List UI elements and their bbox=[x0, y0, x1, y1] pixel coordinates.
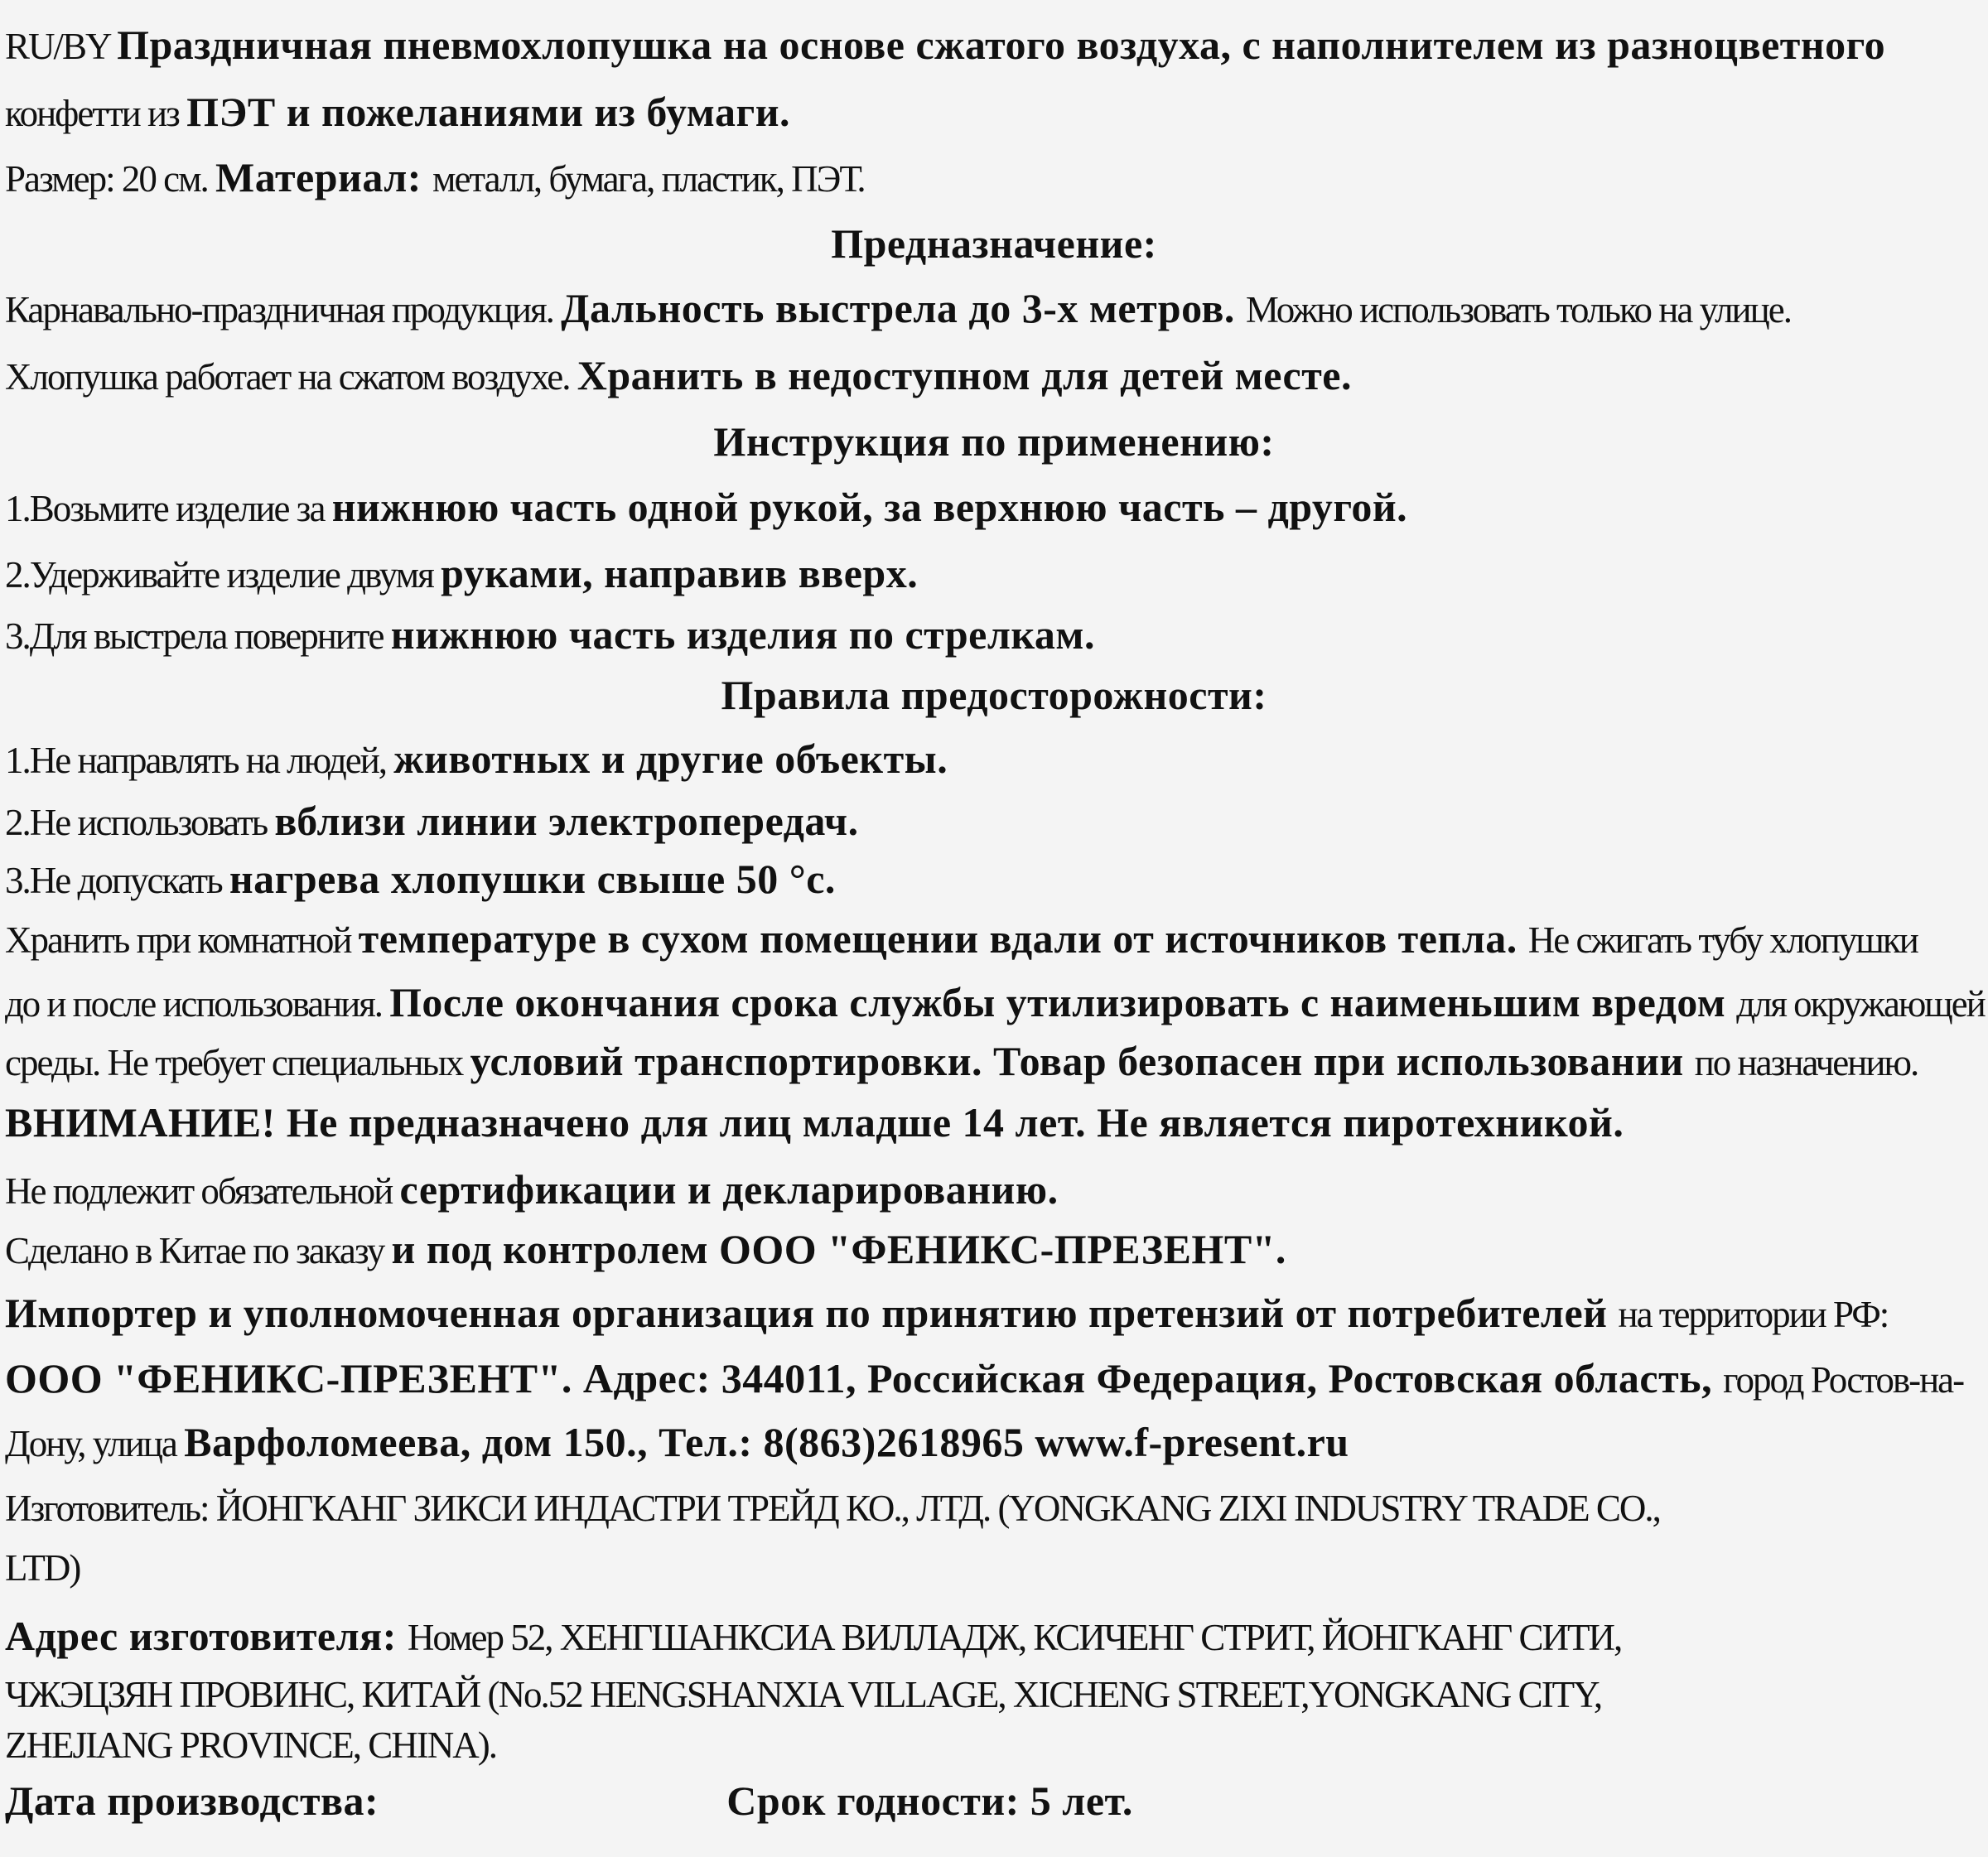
bold-text: Дальность выстрела до 3-х метров. bbox=[561, 285, 1246, 331]
text-line bbox=[5, 346, 1352, 406]
regular-text: 1.Не направлять на людей, bbox=[5, 740, 394, 781]
text-line bbox=[5, 792, 859, 851]
bold-text: Праздничная пневмохлопушка на основе сжатого воздуха, с наполнителем из разноцветного bbox=[117, 22, 1886, 68]
regular-text: Карнавально-праздничная продукция. bbox=[5, 289, 562, 330]
text-line bbox=[5, 973, 1985, 1033]
bold-text: Инструкция по применению: bbox=[713, 418, 1275, 465]
bold-text: руками, направив вверх. bbox=[441, 550, 919, 596]
bold-text: Срок годности: 5 лет. bbox=[726, 1777, 1133, 1824]
regular-text: Не сжигать тубу хлопушки bbox=[1527, 919, 1918, 961]
text-line bbox=[5, 83, 790, 142]
text-line bbox=[5, 1284, 1888, 1343]
text-line bbox=[5, 909, 1918, 969]
regular-text: 2.Не использовать bbox=[5, 802, 275, 843]
text-line bbox=[5, 1413, 1349, 1473]
bold-text: нагрева хлопушки свыше 50 °с. bbox=[229, 856, 836, 902]
text-line bbox=[5, 1349, 1963, 1409]
bold-text: Материал: bbox=[215, 154, 432, 200]
bold-text: ПЭТ и пожеланиями из бумаги. bbox=[186, 89, 791, 135]
bold-text: нижнюю часть изделия по стрелкам. bbox=[390, 611, 1095, 658]
regular-text: город Ростов-на- bbox=[1723, 1359, 1964, 1401]
bold-text: нижнюю часть одной рукой, за верхнюю часть – другой. bbox=[331, 484, 1408, 530]
bold-text: ВНИМАНИЕ! Не предназначено для лиц младше 14 лет. Не является пиротехникой. bbox=[5, 1099, 1624, 1146]
text-line bbox=[5, 605, 1095, 665]
bold-text: Импортер и уполномоченная организация по принятию претензий от потребителей bbox=[5, 1290, 1619, 1336]
text-line bbox=[5, 1715, 496, 1774]
regular-text: Дону, улица bbox=[5, 1423, 185, 1464]
bold-text: Варфоломеева, дом 150., Тел.: 8(863)2618965 www.f-present.ru bbox=[184, 1419, 1349, 1465]
regular-text: Номер 52, ХЕНГШАНКСИА ВИЛЛАДЖ, КСИЧЕНГ СТРИТ, ЙОНГКАНГ СИТИ, bbox=[407, 1617, 1622, 1658]
text-line bbox=[5, 850, 836, 909]
section-heading bbox=[0, 666, 1988, 724]
regular-text: Сделано в Китае по заказу bbox=[5, 1230, 392, 1271]
bold-text: вблизи линии электропередач. bbox=[274, 798, 859, 844]
bold-text: Адрес изготовителя: bbox=[5, 1613, 408, 1659]
section-heading bbox=[0, 215, 1988, 273]
regular-text: ZHEJIANG PROVINCE, CHINA). bbox=[5, 1724, 496, 1766]
regular-text: металл, бумага, пластик, ПЭТ. bbox=[432, 158, 865, 200]
regular-text: Можно использовать только на улице. bbox=[1245, 289, 1791, 330]
regular-text: 1.Возьмите изделие за bbox=[5, 488, 332, 529]
text-line bbox=[5, 1537, 80, 1597]
regular-text: до и после использования. bbox=[5, 983, 390, 1025]
regular-text: Хлопушка работает на сжатом воздухе. bbox=[5, 356, 577, 398]
text-line bbox=[5, 1093, 1624, 1151]
regular-text: по назначению. bbox=[1694, 1042, 1918, 1083]
bold-text: и под контролем ООО "ФЕНИКС-ПРЕЗЕНТ". bbox=[391, 1226, 1286, 1272]
bold-text: животных и другие объекты. bbox=[393, 736, 948, 782]
regular-text: 2.Удерживайте изделие двумя bbox=[5, 554, 442, 596]
bold-text: ООО "ФЕНИКС-ПРЕЗЕНТ". Адрес: 344011, Российская Федерация, Ростовская область, bbox=[5, 1355, 1724, 1401]
regular-text: Изготовитель: ЙОНГКАНГ ЗИКСИ ИНДАСТРИ ТРЕЙД КО., ЛТД. (YONGKANG ZIXI INDUSTRY TRADE CO., bbox=[5, 1488, 1660, 1529]
text-line bbox=[5, 1772, 1133, 1830]
regular-text: Хранить при комнатной bbox=[5, 919, 359, 961]
bold-text: температуре в сухом помещении вдали от источников тепла. bbox=[358, 915, 1528, 962]
bold-text: Дата производства: bbox=[5, 1777, 379, 1824]
regular-text: ЧЖЭЦЗЯН ПРОВИНС, КИТАЙ (No.52 HENGSHANXIA VILLAGE, XICHENG STREET,YONGKANG CITY, bbox=[5, 1674, 1602, 1715]
regular-text: 3.Для выстрела поверните bbox=[5, 615, 391, 657]
regular-text: 3.Не допускать bbox=[5, 860, 229, 901]
text-line bbox=[5, 478, 1407, 538]
bold-text: Правила предосторожности: bbox=[721, 672, 1267, 718]
text-line bbox=[5, 16, 1885, 75]
regular-text: Размер: 20 см. bbox=[5, 158, 216, 200]
text-line bbox=[5, 1160, 1059, 1220]
section-heading bbox=[0, 412, 1988, 470]
regular-text: среды. Не требует специальных bbox=[5, 1042, 470, 1083]
bold-text: После окончания срока службы утилизировать с наименьшим вредом bbox=[389, 979, 1737, 1025]
text-line bbox=[5, 1478, 1660, 1537]
regular-text: Не подлежит обязательной bbox=[5, 1170, 400, 1212]
text-line bbox=[5, 1607, 1621, 1666]
text-line bbox=[5, 1220, 1286, 1280]
bold-text: Хранить в недоступном для детей месте. bbox=[577, 352, 1352, 398]
regular-text: для окружающей bbox=[1736, 983, 1985, 1025]
text-line bbox=[5, 730, 948, 789]
bold-text: сертификации и декларированию. bbox=[399, 1166, 1059, 1213]
text-line bbox=[5, 1032, 1918, 1092]
bold-text: Предназначение: bbox=[831, 220, 1157, 267]
regular-text: RU/BY bbox=[5, 26, 118, 67]
regular-text: LTD) bbox=[5, 1547, 80, 1589]
bold-text: условий транспортировки. Товар безопасен при использовании bbox=[470, 1038, 1695, 1084]
text-line bbox=[5, 544, 918, 604]
regular-text: на территории РФ: bbox=[1618, 1294, 1889, 1335]
text-line bbox=[5, 279, 1791, 339]
regular-text: конфетти из bbox=[5, 93, 187, 134]
text-line bbox=[5, 148, 865, 208]
